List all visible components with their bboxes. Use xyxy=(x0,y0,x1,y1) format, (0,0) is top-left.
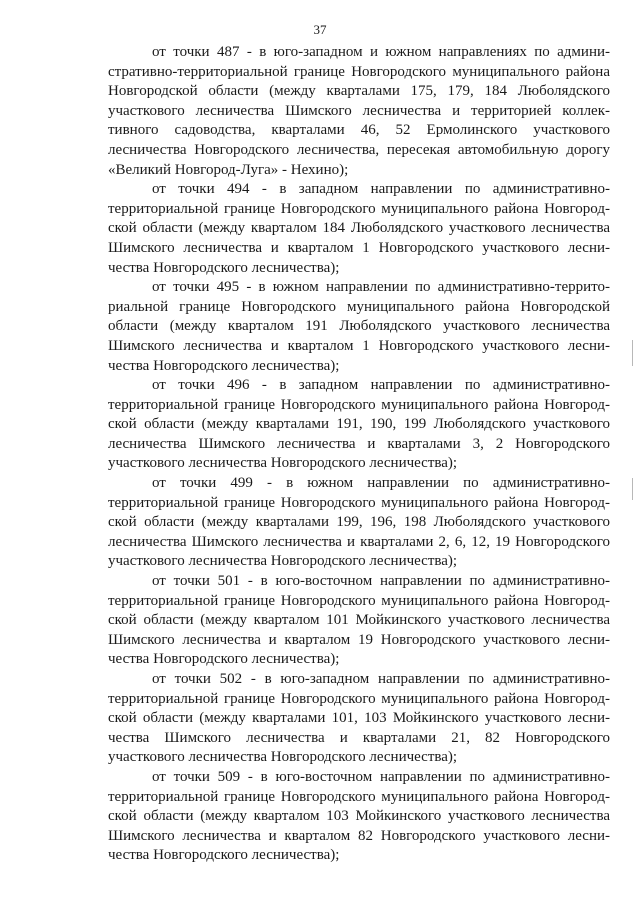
paragraph-point-495: от точки 495 - в южном направлении по административно-территориальной границе Новгородского муниципального района Новгородской области (между кварталом 191 Люболядского участкового лесничества Шимского лесничества и кварталом 1 Новгородского участкового лесничества Новгородского лесничества); xyxy=(108,279,610,374)
page-number: 37 xyxy=(313,22,327,37)
paragraph-point-502: от точки 502 - в юго-западном направлении по административнотерриториальной границе Новгородского муниципального района Новгородской области (между кварталами 101, 103 Мойкинского участкового лесничества Шимского лесничества и кварталами 21, 82 Новгородского участкового лесничества Новгородского лесничества); xyxy=(108,671,610,766)
paragraph-point-494: от точки 494 - в западном направлении по административнотерриториальной границе Новгородского муниципального района Новгородской области (между кварталом 184 Люболядского участкового лесничества Шимского лесничества и кварталом 1 Новгородского участкового лесничества Новгородского лесничества); xyxy=(108,181,610,276)
paragraph-point-496: от точки 496 - в западном направлении по административнотерриториальной границе Новгородского муниципального района Новгородской области (между кварталами 191, 190, 199 Люболядского участкового лесничества Шимского лесничества и кварталами 3, 2 Новгородского участкового лесничества Новгородского лесничества); xyxy=(108,377,610,472)
scan-artifact-mark xyxy=(632,340,633,366)
paragraph-point-499: от точки 499 - в южном направлении по административнотерриториальной границе Новгородского муниципального района Новгородской области (между кварталами 199, 196, 198 Люболядского участкового лесничества Шимского лесничества и кварталами 2, 6, 12, 19 Новгородского участкового лесничества Новгородского лесничества); xyxy=(108,475,610,570)
paragraph-point-509: от точки 509 - в юго-восточном направлении по административнотерриториальной границе Новгородского муниципального района Новгородской области (между кварталом 103 Мойкинского участкового лесничества Шимского лесничества и кварталом 82 Новгородского участкового лесничества Новгородского лесничества); xyxy=(108,768,610,864)
document-body xyxy=(108,43,610,866)
paragraph-point-487: от точки 487 - в юго-западном и южном направлениях по административно-территориальной границе Новгородского муниципального района Новгородской области (между кварталами 175, 179, 184 Люболядского участкового лесничества Шимского лесничества и территорией коллективного садоводства, кварталами 46, 52 Ермолинского участкового лесничества Новгородского лесничества, пересекая автомобильную дорогу «Великий Новгород-Луга» - Нехино); xyxy=(108,44,610,178)
scan-artifact-mark xyxy=(632,478,633,500)
paragraph-point-501: от точки 501 - в юго-восточном направлении по административнотерриториальной границе Новгородского муниципального района Новгородской области (между кварталом 101 Мойкинского участкового лесничества Шимского лесничества и кварталом 19 Новгородского участкового лесничества Новгородского лесничества); xyxy=(108,573,610,668)
